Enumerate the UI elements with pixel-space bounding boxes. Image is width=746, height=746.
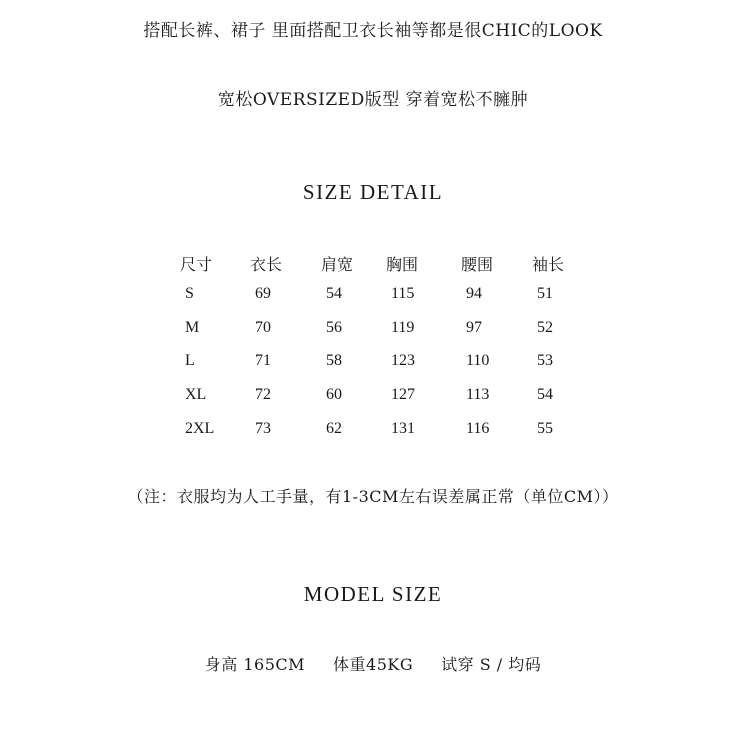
table-cell-waist: 116: [466, 420, 490, 437]
model-info: [0, 652, 746, 675]
model-size-heading: MODEL SIZE: [303, 582, 443, 606]
table-cell-waist: 110: [466, 352, 490, 369]
table-cell-sleeve: 55: [537, 420, 553, 437]
table-cell-chest: 123: [391, 352, 415, 369]
table-header-chest: 胸围: [386, 255, 419, 274]
table-header-length: 衣长: [250, 255, 283, 274]
model-fit: 试穿 S / 均码: [441, 655, 542, 674]
table-cell-shoulder: 60: [326, 386, 342, 403]
table-cell-sleeve: 54: [537, 386, 553, 403]
table-header-size: 尺寸: [180, 255, 213, 274]
table-cell-size: L: [185, 352, 195, 369]
table-cell-length: 73: [255, 420, 271, 437]
table-cell-shoulder: 56: [326, 319, 342, 336]
table-header-sleeve: 袖长: [532, 255, 565, 274]
table-cell-chest: 119: [391, 319, 415, 336]
table-cell-sleeve: 51: [537, 285, 553, 302]
table-cell-waist: 94: [466, 285, 482, 302]
model-height: 身高 165CM: [204, 655, 306, 674]
table-cell-chest: 115: [391, 285, 415, 302]
table-header-shoulder: 肩宽: [321, 255, 354, 274]
table-cell-shoulder: 58: [326, 352, 342, 369]
table-header-waist: 腰围: [461, 255, 494, 274]
table-cell-length: 70: [255, 319, 271, 336]
table-cell-size: S: [185, 285, 194, 302]
intro-line-2: 宽松OVERSIZED版型 穿着宽松不臃肿: [217, 90, 529, 110]
table-cell-length: 71: [255, 352, 271, 369]
table-cell-sleeve: 53: [537, 352, 553, 369]
model-weight: 体重45KG: [333, 655, 414, 674]
table-cell-size: M: [185, 319, 200, 336]
table-cell-sleeve: 52: [537, 319, 553, 336]
intro-line-1: 搭配长裤、裙子 里面搭配卫衣长袖等都是很CHIC的LOOK: [143, 21, 603, 41]
table-cell-length: 69: [255, 285, 271, 302]
measurement-note: （注：衣服均为人工手量，有1-3CM左右误差属正常（单位CM））: [127, 487, 619, 506]
table-cell-size: XL: [185, 386, 207, 403]
size-detail-heading: SIZE DETAIL: [302, 180, 444, 204]
table-cell-chest: 127: [391, 386, 415, 403]
table-cell-waist: 113: [466, 386, 490, 403]
table-cell-size: 2XL: [185, 420, 215, 437]
table-cell-chest: 131: [391, 420, 415, 437]
table-cell-length: 72: [255, 386, 271, 403]
table-cell-shoulder: 54: [326, 285, 342, 302]
table-cell-shoulder: 62: [326, 420, 342, 437]
table-cell-waist: 97: [466, 319, 482, 336]
